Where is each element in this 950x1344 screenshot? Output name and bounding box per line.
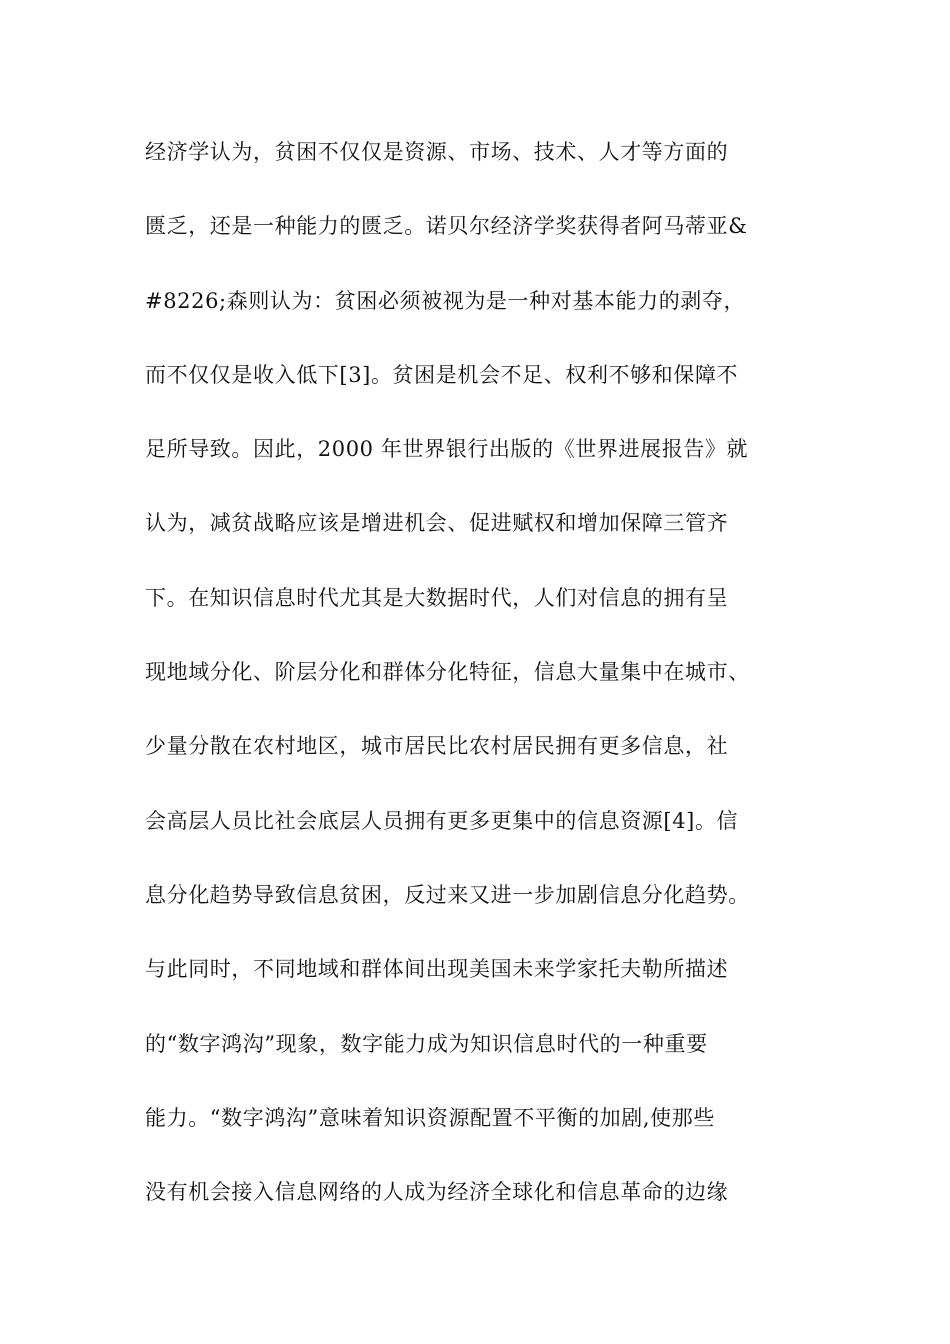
text-line: 没有机会接入信息网络的人成为经济全球化和信息革命的边缘 [145, 1180, 729, 1205]
text-line: 认为，减贫战略应该是增进机会、促进赋权和增加保障三管齐 [145, 511, 729, 536]
text-line: 现地域分化、阶层分化和群体分化特征，信息大量集中在城市、 [145, 660, 750, 685]
text-line: 息分化趋势导致信息贫困，反过来又进一步加剧信息分化趋势。 [145, 882, 750, 907]
text-line: 的“数字鸿沟”现象，数字能力成为知识信息时代的一种重要 [145, 1031, 708, 1056]
text-line: 会高层人员比社会底层人员拥有更多更集中的信息资源[4]。信 [145, 808, 739, 833]
text-line: 匮乏，还是一种能力的匮乏。诺贝尔经济学奖获得者阿马蒂亚& [145, 214, 748, 239]
text-line: 下。在知识信息时代尤其是大数据时代，人们对信息的拥有呈 [145, 585, 729, 610]
text-line: 经济学认为，贫困不仅仅是资源、市场、技术、人才等方面的 [145, 140, 729, 164]
text-line: 能力。“数字鸿沟”意味着知识资源配置不平衡的加剧,使那些 [145, 1105, 715, 1130]
text-line: 足所导致。因此，2000 年世界银行出版的《世界进展报告》就 [145, 437, 749, 462]
text-line: #8226;森则认为：贫困必须被视为是一种对基本能力的剥夺， [145, 288, 746, 313]
text-line: 少量分散在农村地区，城市居民比农村居民拥有更多信息，社 [145, 734, 729, 759]
text-line: 与此同时，不同地域和群体间出现美国未来学家托夫勒所描述 [145, 957, 729, 982]
text-line: 而不仅仅是收入低下[3]。贫困是机会不足、权利不够和保障不 [145, 362, 739, 387]
body-paragraph [145, 132, 815, 1246]
